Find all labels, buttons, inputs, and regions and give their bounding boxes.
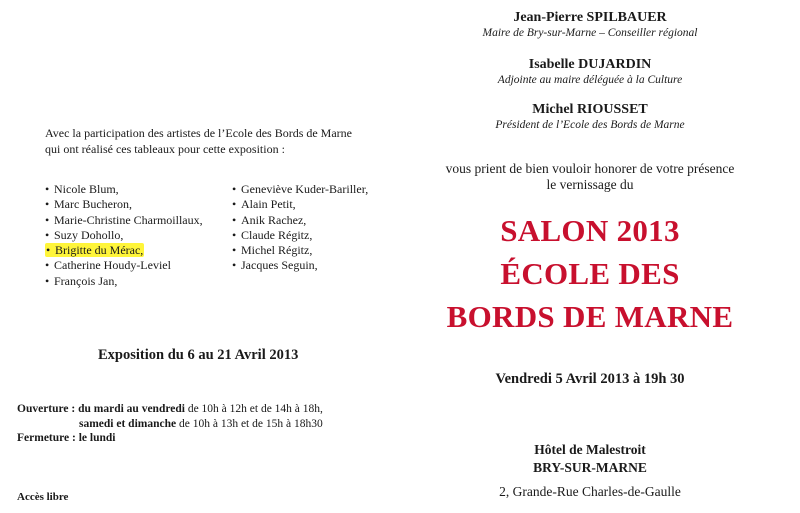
weekday-hours: de 10h à 12h et de 14h à 18h, [184, 403, 323, 415]
venue-address: 2, Grande-Rue Charles-de-Gaulle [499, 484, 681, 499]
artist-name: Michel Régitz, [241, 243, 313, 258]
bullet-icon: • [46, 243, 51, 258]
highlight-marker [45, 243, 144, 257]
list-item [232, 228, 368, 243]
bullet-icon: • [45, 227, 50, 242]
list-item [232, 197, 368, 212]
artist-list-col2 [232, 182, 368, 274]
artist-name: Marie-Christine Charmoillaux, [54, 212, 203, 227]
invite-line-1: vous prient de bien vouloir honorer de votre présence [445, 161, 735, 176]
artist-name: Brigitte du Mérac, [55, 243, 144, 258]
list-item [45, 197, 203, 212]
exposition-dates: Exposition du 6 au 21 Avril 2013 [98, 347, 299, 363]
host-name: Jean-Pierre SPILBAUER [513, 10, 667, 25]
artist-name: Anik Rachez, [241, 212, 307, 227]
list-item [232, 243, 368, 258]
host-role: Adjointe au maire déléguée à la Culture [497, 74, 683, 86]
artist-name: Suzy Dohollo, [54, 227, 124, 242]
artist-name: Marc Bucheron, [54, 197, 132, 212]
ouverture-label: Ouverture : [17, 403, 76, 415]
host-name: Isabelle DUJARDIN [528, 57, 652, 72]
bullet-icon: • [232, 212, 237, 227]
list-item [45, 213, 203, 228]
bullet-icon: • [232, 258, 237, 273]
venue-name: Hôtel de Malestroit [534, 442, 646, 457]
weekend-range: samedi et dimanche [79, 417, 177, 430]
list-item [232, 213, 368, 228]
intro-line-1: Avec la participation des artistes de l’Ecole des Bords de Marne [45, 126, 353, 140]
intro-line-2: qui ont réalisé ces tableaux pour cette exposition : [45, 142, 285, 156]
list-item-highlighted [45, 243, 203, 258]
host-block-3 [390, 101, 790, 133]
fermeture-label: Fermeture : [17, 432, 76, 444]
weekend-hours: de 10h à 13h et de 15h à 18h30 [176, 417, 323, 430]
hours-line-2 [17, 417, 323, 432]
weekday-range: du mardi au vendredi [78, 403, 185, 415]
free-access: Accès libre [17, 491, 69, 503]
invite-line-2: le vernissage du [546, 177, 634, 192]
bullet-icon: • [45, 212, 50, 227]
host-block-2 [390, 56, 790, 88]
artist-name: Catherine Houdy-Leviel [54, 258, 171, 273]
event-title [390, 209, 790, 338]
list-item [232, 258, 368, 273]
list-item [45, 274, 203, 289]
invitation-text [390, 161, 790, 193]
list-item [45, 228, 203, 243]
venue-city: BRY-SUR-MARNE [533, 460, 647, 475]
venue-block [390, 441, 790, 477]
bullet-icon: • [232, 243, 237, 258]
artist-name: Nicole Blum, [54, 182, 119, 196]
hours-line-3 [17, 431, 323, 446]
bullet-icon: • [232, 182, 237, 196]
bullet-icon: • [45, 273, 50, 288]
title-line-1: SALON 2013 [500, 213, 680, 248]
bullet-icon: • [232, 197, 237, 212]
artist-name: François Jan, [54, 273, 118, 288]
host-block-1 [390, 9, 790, 41]
artist-name: Claude Régitz, [241, 227, 313, 242]
host-role: Président de l’Ecole des Bords de Marne [495, 119, 685, 131]
bullet-icon: • [45, 197, 50, 212]
list-item [45, 258, 203, 273]
artist-name: Jacques Seguin, [241, 258, 318, 273]
host-role: Maire de Bry-sur-Marne – Conseiller régional [482, 27, 698, 39]
title-line-2: ÉCOLE DES [500, 256, 680, 291]
vernissage-date: Vendredi 5 Avril 2013 à 19h 30 [495, 371, 685, 387]
bullet-icon: • [45, 182, 50, 196]
artist-list-col1 [45, 182, 203, 289]
bullet-icon: • [232, 227, 237, 242]
artist-name: Geneviève Kuder-Bariller, [241, 182, 369, 196]
hours-line-1 [17, 402, 323, 417]
title-line-3: BORDS DE MARNE [446, 299, 734, 334]
opening-hours [17, 402, 323, 446]
bullet-icon: • [45, 258, 50, 273]
list-item [232, 182, 368, 197]
artist-name: Alain Petit, [241, 197, 296, 212]
fermeture-value: le lundi [75, 432, 116, 444]
intro-text [45, 125, 352, 157]
list-item [45, 182, 203, 197]
host-name: Michel RIOUSSET [532, 102, 648, 117]
